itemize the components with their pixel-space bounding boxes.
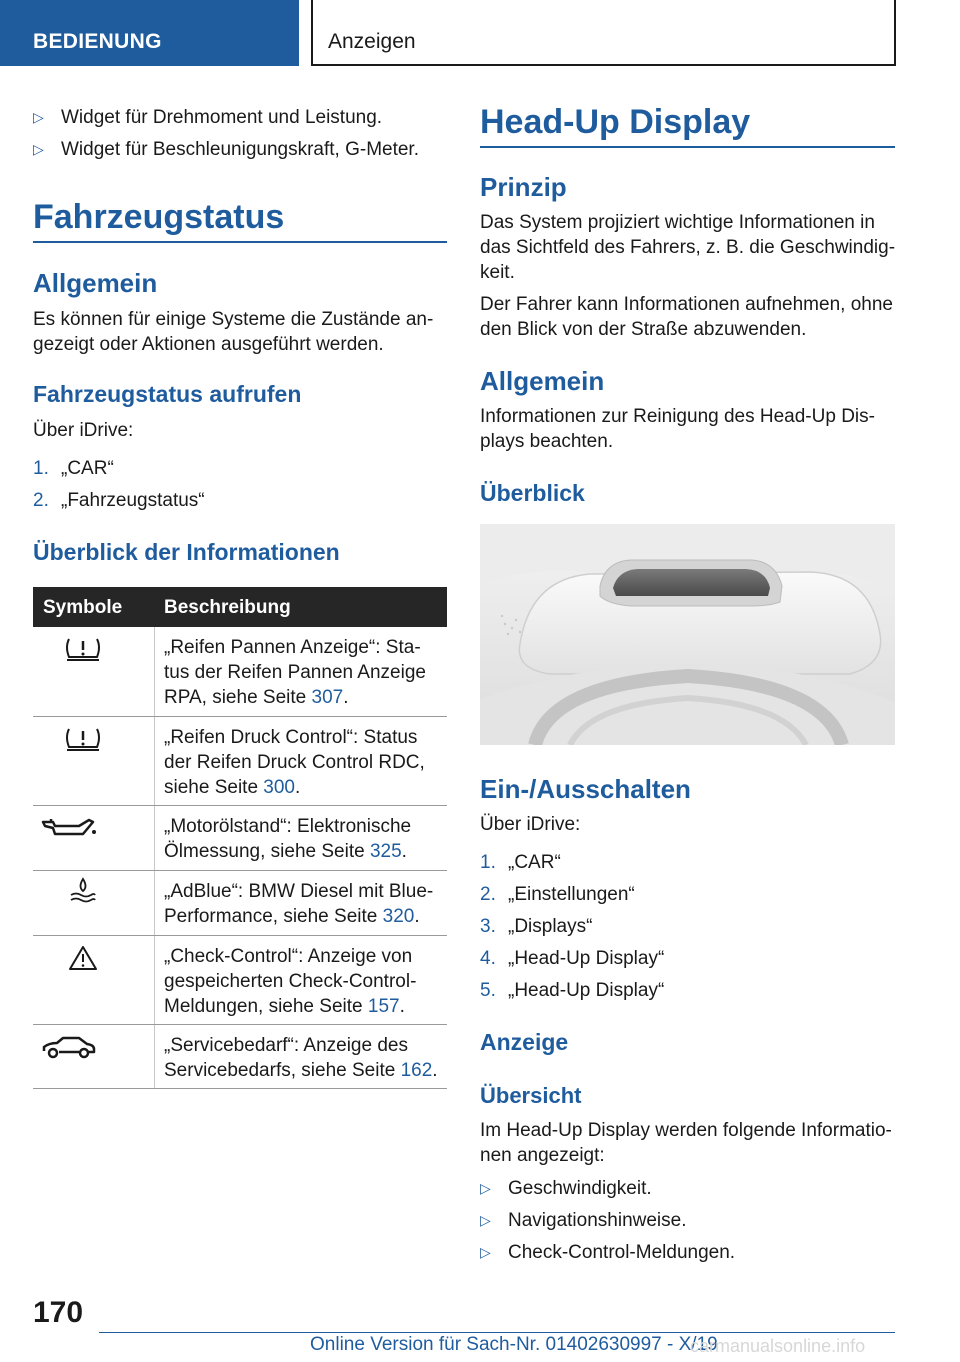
watermark: carmanualsonline.info <box>690 1336 866 1356</box>
paragraph: Es können für einige Systeme die Zustände an- gezeigt oder Aktionen ausgeführt werden. <box>33 309 434 355</box>
page-link[interactable]: 307 <box>311 687 344 708</box>
paragraph: Der Fahrer kann Informationen aufnehmen, ohne den Blick von der Straße abzuwenden. <box>480 294 893 340</box>
table-cell-description: „Reifen Druck Control“: Status der Reifen Druck Control RDC, siehe Seite 300. <box>164 727 425 798</box>
heading-uebersicht: Übersicht <box>480 1083 582 1108</box>
paragraph: Über iDrive: <box>480 814 581 835</box>
heading-prinzip: Prinzip <box>480 172 567 202</box>
column-header-beschreibung: Beschreibung <box>164 597 291 618</box>
paragraph: Das System projiziert wichtige Informationen in das Sichtfeld des Fahrers, z. B. die Geschwindig- keit. <box>480 212 896 283</box>
paragraph: Informationen zur Reinigung des Head-Up Dis- plays beachten. <box>480 406 875 452</box>
bullet-triangle-icon: ▷ <box>480 1244 491 1260</box>
page-link[interactable]: 157 <box>367 996 400 1017</box>
bullet-triangle-icon: ▷ <box>33 109 44 125</box>
table-cell-description: „Motorölstand“: Elektronische Ölmessung, siehe Seite 325. <box>164 816 412 862</box>
heading-allgemein-hud: Allgemein <box>480 366 605 396</box>
footer-version: Online Version für Sach-Nr. 01402630997 - X/19 <box>310 1334 718 1355</box>
heading-allgemein: Allgemein <box>33 268 158 298</box>
chapter-tab <box>311 0 896 66</box>
heading-anzeige: Anzeige <box>480 1029 569 1055</box>
heading-head-up-display: Head-Up Display <box>480 103 751 141</box>
heading-rule <box>33 241 447 243</box>
heading-rule <box>480 146 895 148</box>
page-link[interactable]: 162 <box>400 1060 433 1081</box>
section-tab <box>0 0 299 66</box>
column-header-symbole: Symbole <box>43 597 123 618</box>
page-link[interactable]: 300 <box>263 777 295 798</box>
section-title: BEDIENUNG <box>33 30 162 53</box>
table-cell-description: „Check-Control“: Anzeige von gespeicherten Check-Control- Meldungen, siehe Seite 157. <box>164 946 417 1017</box>
bullet-triangle-icon: ▷ <box>33 141 44 157</box>
bullet-triangle-icon: ▷ <box>480 1212 491 1228</box>
table-row <box>33 627 447 717</box>
heading-ueberblick-info: Überblick der Informationen <box>33 539 340 565</box>
heading-ueberblick-hud: Überblick <box>480 480 585 506</box>
page-number: 170 <box>33 1296 84 1329</box>
heading-fahrzeugstatus: Fahrzeugstatus <box>33 198 285 236</box>
paragraph: Im Head-Up Display werden folgende Informatio- nen angezeigt: <box>480 1120 892 1166</box>
table-cell-description: „Reifen Pannen Anzeige“: Sta- tus der Reifen Pannen Anzeige RPA, siehe Seite 307. <box>164 637 426 708</box>
footer-rule <box>99 1332 895 1333</box>
head-up-display-photo <box>480 524 895 745</box>
chapter-title: Anzeigen <box>328 30 416 53</box>
table-header <box>33 587 447 627</box>
table-row <box>33 1025 447 1089</box>
table-row <box>33 806 447 871</box>
page-link[interactable]: 325 <box>369 841 402 862</box>
heading-aufrufen: Fahrzeugstatus aufrufen <box>33 381 302 407</box>
table-row <box>33 871 447 936</box>
heading-ein-ausschalten: Ein-/Ausschalten <box>480 774 691 804</box>
table-row <box>33 936 447 1025</box>
page-link[interactable]: 320 <box>382 906 415 927</box>
table-cell-description: „AdBlue“: BMW Diesel mit Blue- Performance, siehe Seite 320. <box>164 881 434 927</box>
table-cell-description: „Servicebedarf“: Anzeige des Servicebedarfs, siehe Seite 162. <box>164 1035 438 1081</box>
bullet-triangle-icon: ▷ <box>480 1180 491 1196</box>
paragraph: Über iDrive: <box>33 420 134 441</box>
table-row <box>33 717 447 806</box>
